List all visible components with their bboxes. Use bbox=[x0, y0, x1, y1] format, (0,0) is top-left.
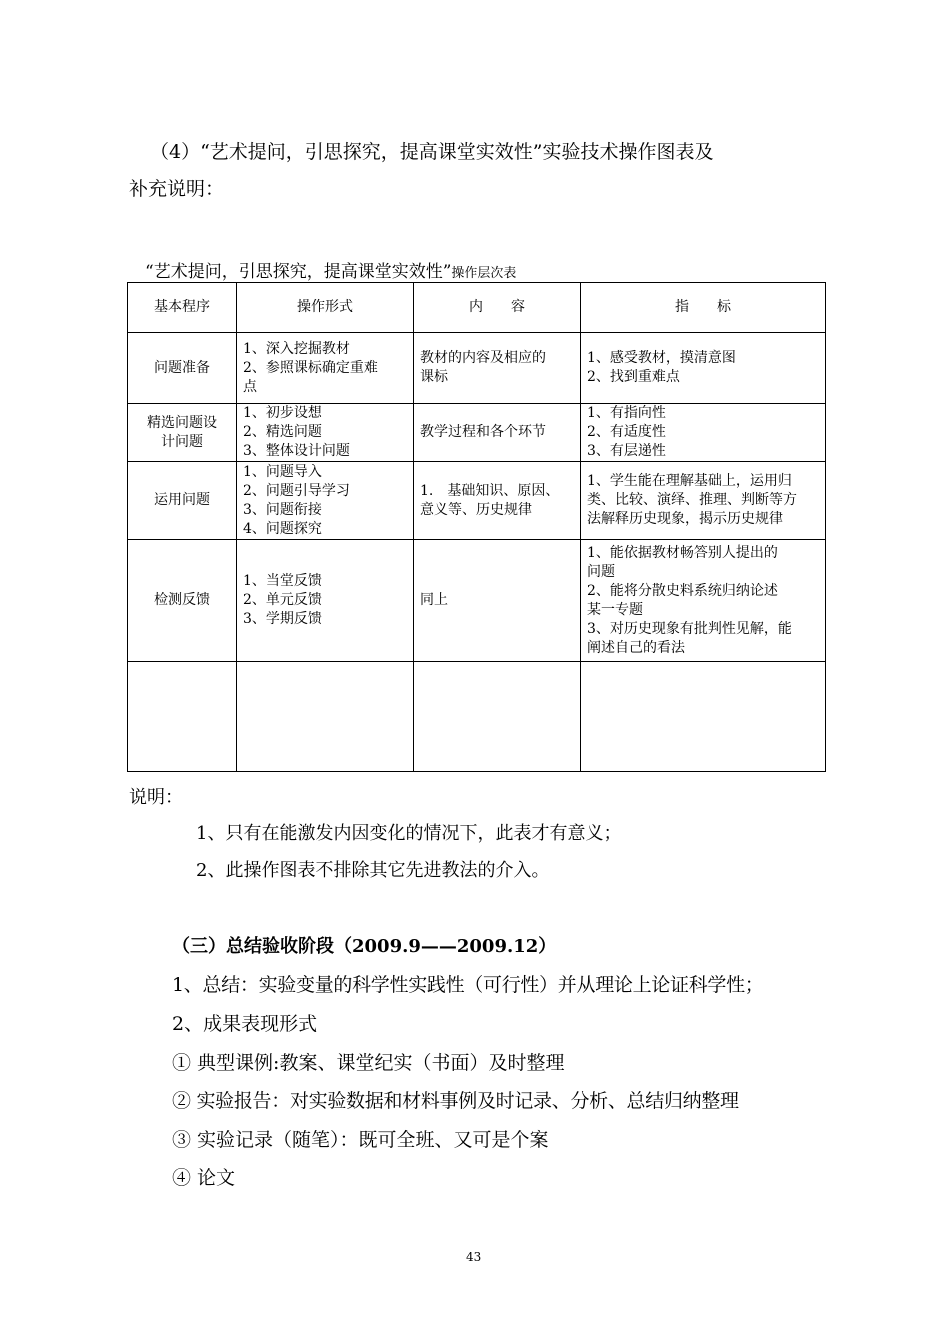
row-content-line: 教学过程和各个环节 bbox=[420, 424, 546, 440]
header-content: 内 容 bbox=[414, 283, 581, 333]
row-form-line: 3、学期反馈 bbox=[243, 611, 322, 627]
intro-line-2: 补充说明： bbox=[129, 178, 225, 200]
page-number: 43 bbox=[466, 1250, 482, 1264]
row-indicator-line: 1、有指向性 bbox=[587, 405, 666, 421]
section-line: 2、成果表现形式 bbox=[172, 1013, 318, 1035]
table-row bbox=[128, 462, 826, 540]
row-form-line: 点 bbox=[243, 378, 257, 395]
empty-cell bbox=[128, 662, 237, 772]
row-content-line: 同上 bbox=[420, 592, 448, 608]
row-content bbox=[414, 333, 581, 404]
row-form-line: 1、深入挖掘教材 bbox=[243, 340, 350, 357]
row-form-line: 4、问题探究 bbox=[243, 520, 322, 537]
row-indicators bbox=[581, 462, 826, 540]
row-indicators bbox=[581, 404, 826, 462]
row-form-line: 1、问题导入 bbox=[243, 463, 322, 480]
notes-item-2: 2、此操作图表不排除其它先进教法的介入。 bbox=[196, 860, 550, 881]
row-forms bbox=[237, 462, 414, 540]
row-indicator-line: 2、有适度性 bbox=[587, 424, 666, 440]
empty-cell bbox=[414, 662, 581, 772]
row-content-line: 意义等、历史规律 bbox=[420, 501, 532, 518]
row-content bbox=[414, 462, 581, 540]
section-heading: （三）总结验收阶段（2009.9——2009.12） bbox=[172, 936, 557, 957]
table-header-row bbox=[128, 283, 826, 333]
row-indicator-line: 1、感受教材，摸清意图 bbox=[587, 350, 736, 366]
notes-item-1: 1、只有在能激发内因变化的情况下，此表才有意义； bbox=[196, 823, 622, 844]
row-indicators bbox=[581, 333, 826, 404]
row-indicator-line: 3、有层递性 bbox=[587, 443, 666, 459]
empty-cell bbox=[581, 662, 826, 772]
row-content-line: 课标 bbox=[420, 369, 448, 385]
intro-line-1: （4）“艺术提问，引思探究，提高课堂实效性”实验技术操作图表及 bbox=[150, 141, 714, 163]
row-indicator-line: 类、比较、演绎、推理、判断等方 bbox=[587, 492, 797, 508]
row-content bbox=[414, 404, 581, 462]
header-step: 基本程序 bbox=[128, 283, 237, 333]
table-row bbox=[128, 333, 826, 404]
row-indicator-line: 阐述自己的看法 bbox=[587, 639, 685, 656]
section-line: 1、总结：实验变量的科学性实践性（可行性）并从理论上论证科学性； bbox=[172, 974, 764, 996]
row-indicator-line: 法解释历史现象，揭示历史规律 bbox=[587, 511, 783, 527]
row-indicator-line: 2、找到重难点 bbox=[587, 369, 680, 385]
table-empty-row bbox=[128, 662, 826, 772]
row-indicator-line: 2、能将分散史料系统归纳论述 bbox=[587, 582, 778, 599]
empty-cell bbox=[237, 662, 414, 772]
row-indicator-line: 1、能依据教材畅答别人提出的 bbox=[587, 544, 778, 561]
row-form-line: 2、精选问题 bbox=[243, 424, 322, 440]
row-step-line: 计问题 bbox=[161, 433, 203, 450]
header-forms: 操作形式 bbox=[237, 283, 414, 333]
table-row bbox=[128, 404, 826, 462]
row-indicator-line: 问题 bbox=[587, 563, 615, 580]
row-forms bbox=[237, 540, 414, 662]
table-row bbox=[128, 540, 826, 662]
row-indicator-line: 1、学生能在理解基础上，运用归 bbox=[587, 473, 792, 489]
row-step bbox=[128, 404, 237, 462]
operation-table bbox=[127, 282, 826, 772]
section-line: ② 实验报告：对实验数据和材料事例及时记录、分析、总结归纳整理 bbox=[172, 1090, 739, 1112]
table-title-suffix: 操作层次表 bbox=[451, 266, 517, 281]
row-form-line: 2、参照课标确定重难 bbox=[243, 359, 378, 376]
section-line: ① 典型课例:教案、课堂纪实（书面）及时整理 bbox=[172, 1052, 565, 1074]
notes-label: 说明： bbox=[129, 787, 183, 808]
row-indicator-line: 某一专题 bbox=[587, 601, 643, 618]
row-content-line: 教材的内容及相应的 bbox=[420, 350, 546, 366]
row-step: 检测反馈 bbox=[128, 540, 237, 662]
row-form-line: 2、问题引导学习 bbox=[243, 482, 350, 499]
row-forms bbox=[237, 404, 414, 462]
row-step: 问题准备 bbox=[128, 333, 237, 404]
row-form-line: 2、单元反馈 bbox=[243, 592, 322, 608]
row-form-line: 1、当堂反馈 bbox=[243, 573, 322, 589]
table-title bbox=[145, 257, 516, 282]
header-indicators: 指 标 bbox=[581, 283, 826, 333]
row-indicator-line: 3、对历史现象有批判性见解，能 bbox=[587, 620, 792, 637]
row-step: 运用问题 bbox=[128, 462, 237, 540]
table-title-main: “艺术提问，引思探究，提高课堂实效性” bbox=[145, 262, 452, 282]
section-line: ③ 实验记录（随笔）：既可全班、又可是个案 bbox=[172, 1129, 549, 1151]
row-content bbox=[414, 540, 581, 662]
row-forms bbox=[237, 333, 414, 404]
row-form-line: 1、初步设想 bbox=[243, 405, 322, 421]
section-line: ④ 论文 bbox=[172, 1167, 236, 1189]
row-content-line: 1. 基础知识、原因、 bbox=[420, 482, 560, 499]
row-form-line: 3、问题衔接 bbox=[243, 501, 322, 518]
row-step-line: 精选问题设 bbox=[147, 414, 217, 431]
row-form-line: 3、整体设计问题 bbox=[243, 443, 350, 459]
row-indicators bbox=[581, 540, 826, 662]
